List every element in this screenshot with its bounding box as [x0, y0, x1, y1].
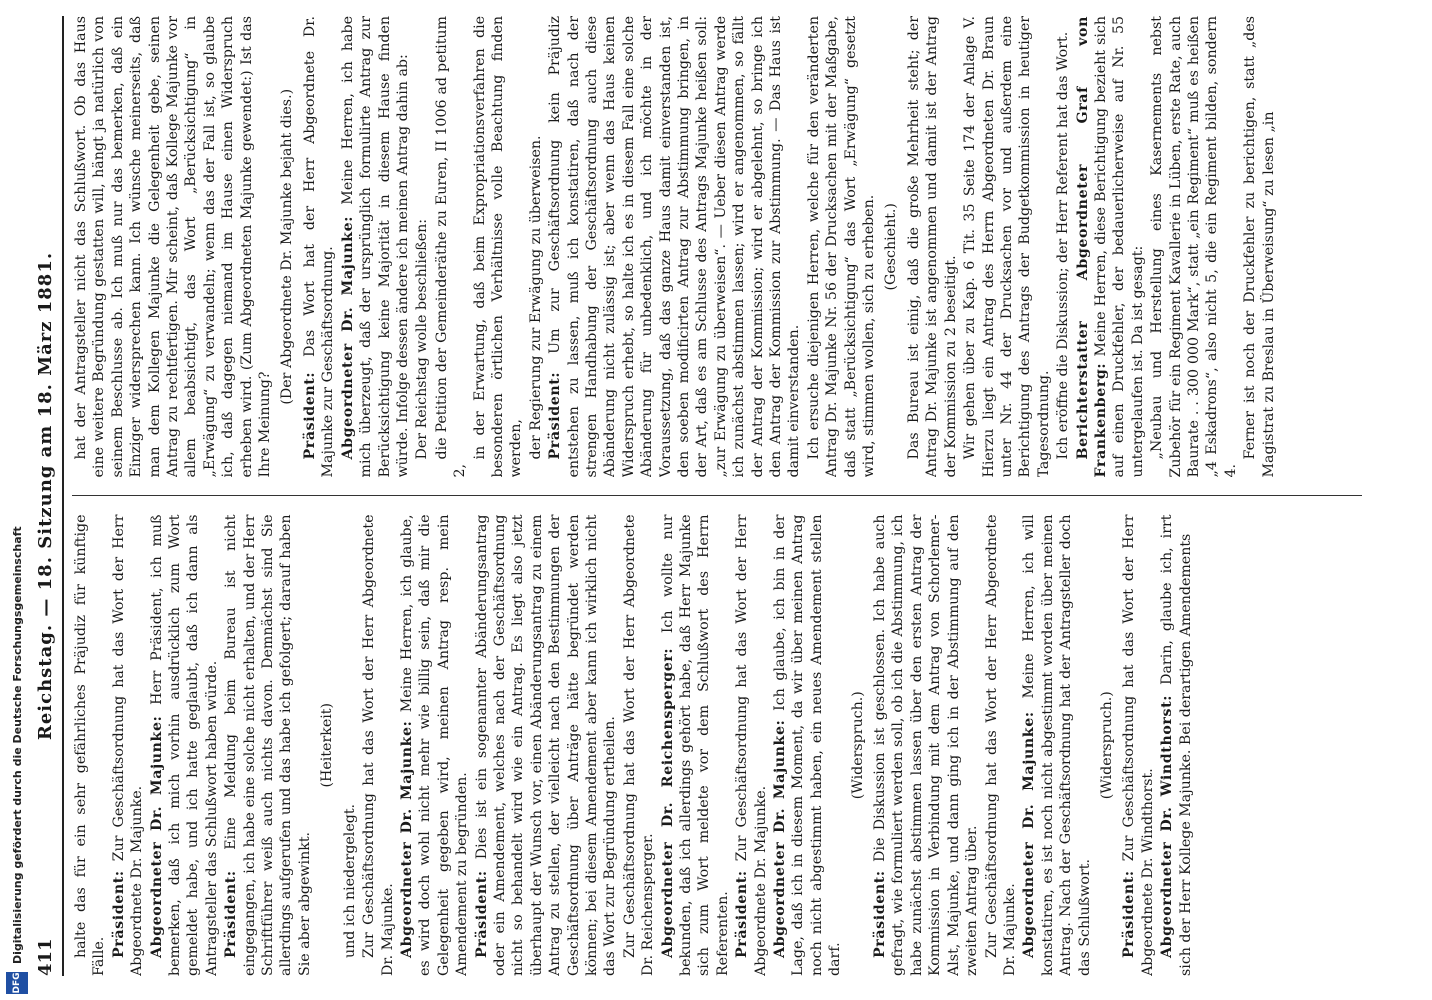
paragraph-text: die Petition der Gemeinderäthe zu Euren, II 1006 ad petitum 2,	[433, 16, 469, 478]
paragraph-text: (Der Abgeordnete Dr. Majunke bejaht dies.)	[279, 88, 296, 405]
left-column-paragraph	[222, 515, 314, 977]
paragraph-text: Darin, glaube ich, irrt sich der Herr Kollege Majunke. Bei derartigen Amendements	[1159, 514, 1194, 976]
speaker-name: Abgeordneter Dr. Majunke:	[1021, 698, 1038, 958]
speaker-name: Präsident:	[734, 861, 751, 958]
right-column-paragraph	[1241, 16, 1278, 478]
paragraph-text: und ich niedergelegt.	[341, 803, 358, 958]
right-column-paragraph	[527, 16, 545, 478]
right-column-paragraph	[471, 16, 526, 478]
paragraph-text: (Widerspruch.)	[1098, 691, 1115, 800]
paragraph-text: Zur Geschäftsordnung hat das Wort der Herr Abgeordnete Dr. Windthorst.	[1121, 514, 1156, 976]
left-column-paragraph	[72, 515, 109, 977]
left-column-paragraph	[659, 515, 733, 977]
paragraph-text: Meine Herren, diese Berichtigung bezieht sich auf einen Druckfehler, der bedauerlicherweise auf Nr. 55 untergelaufen ist. Da ist gesagt:	[1092, 16, 1146, 478]
paragraph-text: Ich eröffne die Diskussion; der Herr Referent hat das Wort.	[1055, 31, 1072, 460]
speaker-name: Abgeordneter Dr. Majunke:	[339, 204, 356, 460]
right-column-paragraph	[805, 16, 879, 478]
paragraph-text: Eine Meldung beim Bureau ist nicht eingegangen, ich habe eine solche nicht erhalten, und der Herr Schriftführer weiß auch nichts davon. Demnächst sind Sie allerdings aufgerufen und das habe ich gefolgert; darauf haben Sie aber abgewinkt.	[223, 514, 313, 976]
speaker-name: Abgeordneter Dr. Majunke:	[772, 710, 789, 958]
left-column-paragraph	[148, 515, 222, 977]
right-column-paragraph	[905, 16, 960, 478]
right-column-paragraph	[72, 16, 274, 478]
left-column-paragraph	[871, 515, 981, 977]
paragraph-text: Herr Präsident, ich muß bemerken, daß ich mich vorhin ausdrücklich zum Wort gemeldet habe, und ich hatte geglaubt, daß ich dann als Antragsteller das Schlußwort haben würde.	[148, 514, 220, 976]
digitization-credit: Digitalisierung gefördert durch die Deutsche Forschungsgemeinschaft	[10, 526, 24, 964]
speaker-name: Berichterstatter Abgeordneter Graf von Frankenberg:	[1074, 16, 1109, 478]
speaker-name: Abgeordneter Dr. Reichensperger:	[659, 633, 676, 958]
column-divider	[72, 496, 1362, 497]
dfg-logo-icon: DFG	[6, 972, 28, 994]
right-column-paragraph	[339, 16, 413, 478]
right-column-paragraph	[433, 16, 470, 478]
speaker-name: Abgeordneter Dr. Windthorst:	[1159, 684, 1176, 958]
paragraph-text: Zur Geschäftsordnung hat das Wort der Herr Abgeordnete Dr. Majunke.	[110, 514, 146, 976]
paragraph-text: halte das für ein sehr gefährliches Präjudiz für künftige Fälle.	[73, 514, 108, 976]
paragraph-text: Zur Geschäftsordnung hat das Wort der Herr Abgeordnete Dr. Majunke.	[734, 514, 769, 976]
right-column-paragraph	[882, 16, 900, 478]
left-column-paragraph	[398, 515, 472, 977]
left-column-paragraph	[849, 515, 867, 977]
paragraph-text: Ferner ist noch der Druckfehler zu berichtigen, statt „des Magistrat zu Breslau in Überweisung“ zu lesen „in	[1242, 16, 1277, 478]
paragraph-text: (Heiterkeit)	[319, 703, 336, 788]
paragraph-text: Ich ersuche diejenigen Herren, welche für den veränderten Antrag Dr. Majunke Nr. 56 der Drucksachen mit der Maßgabe, daß statt „Berücksichtigung“ das Wort „Erwägung“ gesetzt wird, stimmen wollen, sich zu erheben.	[805, 16, 878, 478]
speaker-name: Präsident:	[1121, 861, 1138, 958]
paragraph-text: Das Wort hat der Herr Abgeordnete Dr. Majunke zur Geschäftsordnung.	[301, 16, 337, 478]
left-column-paragraph	[983, 515, 1020, 977]
right-column-paragraph	[1148, 16, 1240, 478]
speaker-name: Präsident:	[223, 849, 240, 958]
paragraph-text: Der Reichstag wolle beschließen:	[414, 218, 431, 460]
paragraph-text: Ich wollte nur bekunden, daß ich allerdings gehört habe, daß Herr Majunke sich zum Wort meldete vor dem Schlußwort des Herrn Referenten.	[659, 514, 731, 976]
column-right	[72, 515, 1362, 977]
left-column-paragraph	[1098, 515, 1116, 977]
speaker-name: Präsident:	[547, 353, 564, 460]
column-left	[72, 16, 1362, 478]
speaker-name: Präsident:	[473, 859, 490, 958]
speaker-name: Abgeordneter Dr. Majunke:	[148, 704, 165, 958]
right-column-paragraph	[301, 16, 338, 478]
right-column-paragraph	[546, 16, 804, 478]
speaker-name: Präsident:	[872, 861, 889, 958]
left-column-paragraph	[621, 515, 658, 977]
text-columns	[72, 16, 1362, 976]
left-column-paragraph	[318, 515, 336, 977]
left-column-paragraph	[771, 515, 845, 977]
right-column-paragraph	[413, 16, 431, 478]
right-column-paragraph	[961, 16, 1053, 478]
page-body	[22, 16, 1382, 976]
paragraph-text: Meine Herren, ich will konstatiren, es ist noch nicht abgestimmt worden über meinen Antrag. Nach der Geschäftsordnung hat der Antragsteller doch das Schlußwort.	[1021, 514, 1093, 976]
paragraph-text: der Regierung zur Erwägung zu überweisen.	[527, 135, 544, 460]
paragraph-text: (Geschieht.)	[883, 203, 900, 291]
left-column-paragraph	[733, 515, 770, 977]
paragraph-text: hat der Antragsteller nicht das Schlußwort. Ob das Haus eine weitere Begründung gestatten will, hängt ja natürlich von seinem Beschlusse ab. Ich muß nur das bemerken, daß ein Einziger widersprechen kann. Ich wünsche meinerseits, daß man dem Kollegen Majunke die Gelegenheit gebe, seinen Antrag zu rechtfertigen. Mir scheint, daß Kollege Majunke vor allem beabsichtigt, das Wort „Berücksichtigung“ in „Erwägung“ zu verwandeln; wenn das der Fall ist, so glaube ich, daß dagegen niemand im Hause einen Widerspruch erheben wird. (Zum Abgeordneten Majunke gewendet:) Ist das Ihre Meinung?	[73, 16, 274, 478]
speaker-name: Abgeordneter Dr. Majunke:	[398, 712, 415, 958]
paragraph-text: (Widerspruch.)	[849, 691, 866, 800]
left-column-paragraph	[341, 515, 359, 977]
paragraph-text: Zur Geschäftsordnung hat das Wort der Herr Abgeordnete Dr. Majunke.	[983, 514, 1018, 976]
footer-strip	[2, 0, 32, 1000]
page-number: 411	[35, 938, 56, 976]
speaker-name: Präsident:	[301, 356, 318, 460]
paragraph-text: Meine Herren, ich habe mich überzeugt, daß der ursprünglich formulirte Antrag zur Berücksichtigung keine Majorität in diesem Hause finden würde. Infolge dessen ändere ich meinen Antrag dahin ab:	[339, 16, 411, 478]
page-title: Reichstag. — 18. Sitzung am 18. März 1881.	[35, 251, 56, 741]
right-column-paragraph	[1054, 16, 1072, 478]
right-column-paragraph	[1074, 16, 1148, 478]
paragraph-text: Dies ist ein sogenannter Abänderungsantrag oder ein Amendement, welches nach der Geschäftsordnung nicht so behandelt wird wie ein Antrag. Es liegt also jetzt überhaupt der Wunsch vor, einen Abänderungsantrag zu einem Antrag zu stellen, der vielleicht nach den Bestimmungen der Geschäftsordnung über Anträge hätte begründet werden können; bei diesem Amendement aber kann ich wirklich nicht das Wort zur Begründung ertheilen.	[473, 514, 619, 976]
paragraph-text: Ich glaube, ich bin in der Lage, daß ich in diesem Moment, da wir über meinen Antrag noch nicht abgestimmt haben, ein neues Amendement stellen darf.	[772, 514, 844, 976]
left-column-paragraph	[473, 515, 620, 977]
speaker-name: Präsident:	[110, 861, 127, 958]
paragraph-text: „Neubau und Herstellung eines Kasernements nebst Zubehör für ein Regiment Kavallerie in Lüben, erste Rate, auch Baurate . . 300 000 Mark“, statt „ein Regiment“ muß es heißen „4 Eskadrons“, also nicht 5, die ein Regiment bilden, sondern 4.	[1149, 16, 1239, 478]
paragraph-text: in der Erwartung, daß beim Expropriationsverfahren die besonderen örtlichen Verhältnisse volle Beachtung finden werden,	[471, 16, 525, 478]
right-column-paragraph	[278, 16, 296, 478]
left-column-paragraph	[360, 515, 397, 977]
paragraph-text: Die Diskussion ist geschlossen. Ich habe auch gefragt, wie formuliert werden soll, ob ich die Abstimmung, ich habe zunächst abstimmen lassen über den ersten Antrag der Kommission in Verbindung mit dem Antrag von Schorlemer-Alst, Majunke, und dann ging ich in der Abstimmung auf den zweiten Antrag über.	[872, 514, 981, 976]
paragraph-text: Das Bureau ist einig, daß die große Mehrheit steht; der Antrag Dr. Majunke ist angenommen und damit ist der Antrag der Kommission zu 2 beseitigt.	[905, 16, 959, 478]
paragraph-text: Wir gehen über zu Kap. 6 Tit. 35 Seite 174 der Anlage V. Hierzu liegt ein Antrag des Herrn Abgeordneten Dr. Braun unter Nr. 44 der Drucksachen vor und außerdem eine Berichtigung des Antrags der Budgetkommission in heutiger Tagesordnung.	[962, 16, 1052, 478]
left-column-paragraph	[1020, 515, 1094, 977]
paragraph-text: Zur Geschäftsordnung hat das Wort der Herr Abgeordnete Dr. Reichensperger.	[621, 514, 657, 976]
left-column-paragraph	[1120, 515, 1157, 977]
left-column-paragraph	[1158, 515, 1195, 977]
paragraph-text: Um zur Geschäftsordnung kein Präjudiz entstehen zu lassen, muß ich konstatiren, daß nach der strengen Handhabung der Geschäftsordnung auch diese Abänderung nicht zulässig ist; aber wenn das Haus keinen Widerspruch erhebt, so halte ich es in diesem Fall eine solche Abänderung für unbedenklich, und ich möchte in der Voraussetzung, daß das ganze Haus damit einverstanden ist, den soeben modificirten Antrag zur Abstimmung bringen, in der Art, daß es am Schlusse des Antrags Majunke heißen soll: „zur Erwägung zu überweisen“. — Ueber diesen Antrag werde ich zunächst abstimmen lassen; wird er angenommen, so fällt der Antrag der Kommission; wird er abgelehnt, so bringe ich den Antrag der Kommission zur Abstimmung. — Das Haus ist damit einverstanden.	[547, 16, 803, 478]
left-column-paragraph	[110, 515, 147, 977]
paragraph-text: Zur Geschäftsordnung hat das Wort der Herr Abgeordnete Dr. Majunke.	[361, 514, 396, 976]
paragraph-text: Meine Herren, ich glaube, es wird doch wohl nicht mehr wie billig sein, daß mir die Gelegenheit gegeben wird, meinen Antrag resp. mein Amendement zu begründen.	[398, 514, 471, 976]
